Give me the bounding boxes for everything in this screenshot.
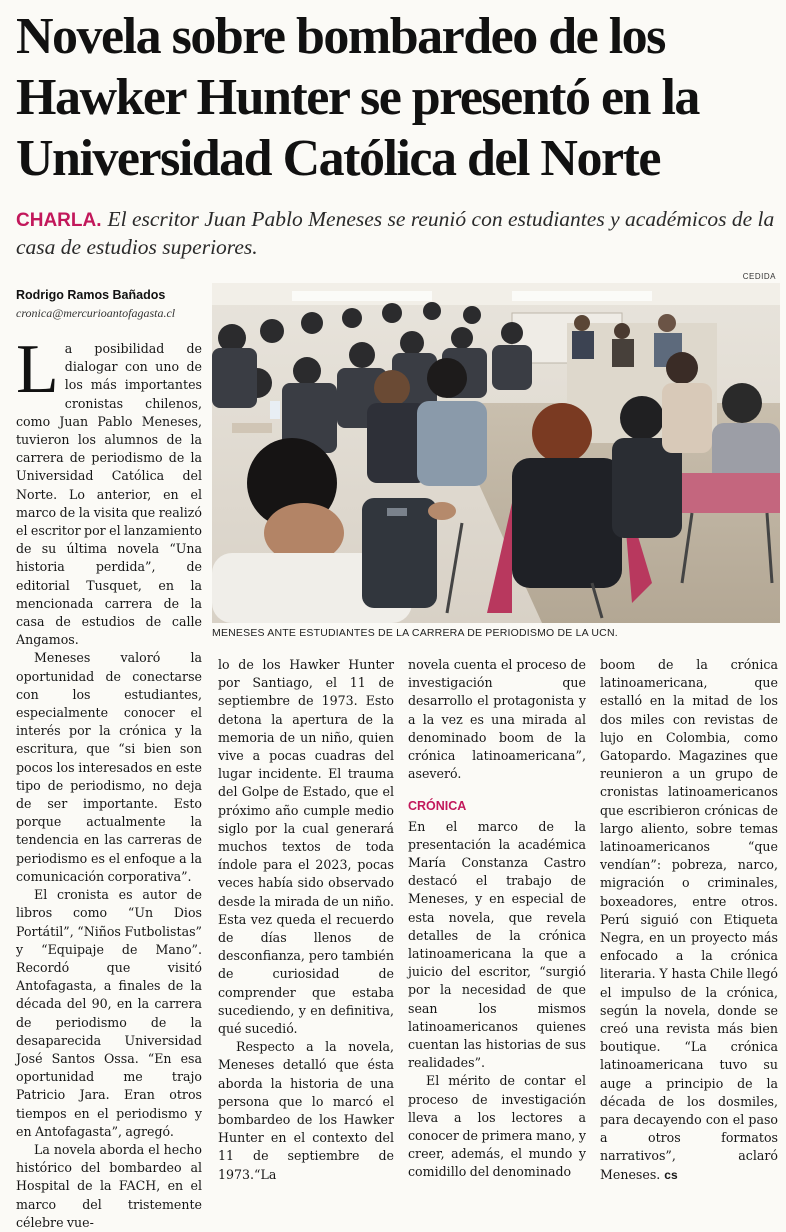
paragraph	[600, 656, 778, 1184]
subheading: CRÓNICA	[408, 799, 467, 814]
article-column-3	[408, 656, 586, 1182]
paragraph: El mérito de contar el proceso de investigación lleva a los lectores a conocer de primera mano, y creer, además, el mundo y comidillo del denominado	[408, 1073, 586, 1180]
byline-author: Rodrigo Ramos Bañados	[16, 288, 166, 302]
paragraph-text: boom de la crónica latinoamericana, que estalló en la mitad de los dos miles con revistas de lujo en Colombia, como Gatopardo. Magazines que reunieron a un grupo de cronistas latinoamericanos que escribieron crónicas de largo aliento, sobre temas latinoamericanos “que vendían”: pobreza, narco, migración o criminales, boxeadores, entre otros. Perú siguió con Etiqueta Negra, en un proyecto más enfocado a la crónica literaria. Y hasta Chile llegó el impulso de la crónica, según la novela, donde se creó una revista más bien boutique. “La crónica latinoamericana tuvo su auge a principio de la década de los dosmiles, para decayendo con el paso a otros formatos narrativos”, aclaró Meneses.	[600, 657, 778, 1182]
byline	[16, 288, 201, 321]
drop-cap: L	[16, 331, 59, 408]
photo-caption: MENESES ANTE ESTUDIANTES DE LA CARRERA DE PERIODISMO DE LA UCN.	[212, 627, 618, 639]
photo-credit: CEDIDA	[742, 272, 776, 281]
paragraph: Meneses valoró la oportunidad de conectarse con los estudiantes, especialmente conocer el interés por la crónica y la escritura, que “si bien son pocos los interesados en este tipo de periodismo, no deja de ser importante. Esto porque actualmente la tendencia en las carreras de periodismo es el enfoque a la comunicación corporativa”.	[16, 650, 202, 884]
byline-email[interactable]: cronica@mercurioantofagasta.cl	[16, 306, 176, 320]
article-column-4	[600, 656, 778, 1184]
paragraph: novela cuenta el proceso de investigación que desarrollo el protagonista y a la vez es una mirada al denominado boom de la crónica latinoamericana”, aseveró.	[408, 657, 586, 782]
paragraph-text: a posibilidad de dialogar con uno de los más importantes cronistas chilenos, como Juan Pablo Meneses, tuvieron los alumnos de la carrera de periodismo de la Universidad Católica del Norte. Lo anterior, en el marco de la visita que realizó el escritor por el lanzamiento de su última novela “Una historia perdida”, de editorial Tusquet, en la mencionada carrera de la casa de estudios de calle Angamos.	[16, 341, 202, 648]
paragraph: lo de los Hawker Hunter por Santiago, el 11 de septiembre de 1973. Esto detona la apertura de la memoria de un niño, quien vive a pocas cuadras del lugar incidente. El trauma del Golpe de Estado, que el próximo año cumple medio siglo por la cual generará muchos textos de toda índole para el 2023, pocas veces había sido observado desde la mirada de un niño. Esta vez queda el recuerdo de días llenos de desconfianza, pero también de curiosidad de comprender que estaba sucediendo, y en definitiva, qué sucedió.	[218, 657, 394, 1037]
article-column-2	[218, 656, 394, 1184]
headline: Novela sobre bombardeo de los Hawker Hunter se presentó en la Universidad Católica del Norte	[16, 8, 699, 187]
paragraph	[16, 331, 202, 649]
article-photo	[212, 283, 780, 623]
dek-kicker: CHARLA.	[16, 210, 102, 231]
paragraph: La novela aborda el hecho histórico del bombardeo al Hospital de la FACH, en el marco del tristemente célebre vue-	[16, 1141, 202, 1230]
end-mark: cs	[664, 1167, 678, 1182]
article-column-1	[16, 331, 202, 1232]
paragraph: En el marco de la presentación la académica María Constanza Castro destacó el trabajo de Meneses, y en especial de esta novela, que revela detalles de la crónica latinoamericana la que a juicio del escritor, “surgió por la necesidad de que sean los mismos latinoamericanos quienes cuentan las historias de sus realidades”.	[408, 818, 586, 1071]
paragraph: El cronista es autor de libros como “Un Dios Portátil”, “Niños Futbolistas” y “Equipaje de Mano”. Recordó que visitó Antofagasta, a finales de la década del 90, en la carrera de periodismo de la desaparecida Universidad José Santos Ossa. “En esa oportunidad me trajo Patricio Jara. Eran otros tiempos en el periodismo y en Antofagasta”, agregó.	[16, 887, 202, 1139]
paragraph: Respecto a la novela, Meneses detalló que ésta aborda la historia de una persona que lo marcó el bombardeo de los Hawker Hunter en el contexto del 11 de septiembre de 1973.“La	[218, 1039, 394, 1182]
dek-text: El escritor Juan Pablo Meneses se reunió con estudiantes y académicos de la casa de estudios superiores.	[16, 207, 775, 259]
dek	[16, 206, 776, 261]
